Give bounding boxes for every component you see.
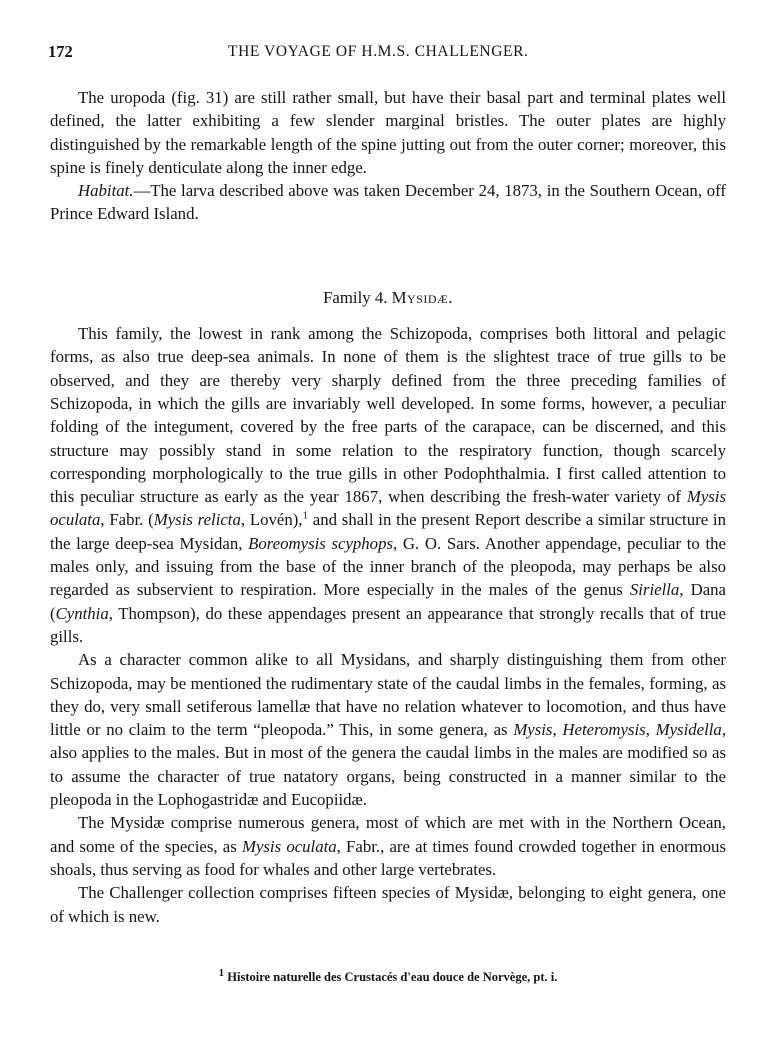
text-run: This family, the lowest in rank among the Schizopoda, comprises both littoral and pelagic forms, as also true deep-sea animals. In none of them is the slightest trace of true gills to be observed, and they are thereby very sharply defined from the three preceding families of Schizopoda, in which the gills are invariably well developed. In some forms, however, a peculiar folding of the integument, covered by the free parts of the carapace, can be discerned, and this structure may possibly stand in some relation to the respiratory function, though scarcely corresponding morphologically to the true gills in other Podophthalmia. I first called attention to this peculiar structure as early as the year 1867, when describing the fresh-water variety of bbox=[50, 324, 726, 507]
footnote-mark: 1 bbox=[218, 966, 225, 979]
taxon-name: Mysis oculata bbox=[50, 487, 726, 530]
text-run: and shall in the present Report describe a similar structure in the large deep-sea Mysidan, bbox=[50, 510, 726, 553]
taxon-name: Heteromysis bbox=[562, 720, 646, 740]
paragraph-habitat bbox=[50, 179, 726, 226]
footnote-text: Histoire naturelle des Crustacés d'eau douce de Norvège, pt. i. bbox=[224, 970, 558, 984]
taxon-name: Mysis bbox=[513, 720, 553, 740]
habitat-dash: — bbox=[133, 181, 151, 201]
page-number: 172 bbox=[48, 42, 73, 61]
taxon-name: Cynthia bbox=[55, 603, 109, 623]
heading-prefix: Family 4. bbox=[323, 287, 388, 307]
paragraph-character bbox=[50, 648, 726, 811]
text-run: As a character common alike to all Mysidans, and sharply distinguishing them from other Schizopoda, may be mentioned the rudimentary state of the caudal limbs in the females, forming, as they do, very small setiferous lamellæ that have no relation whatever to locomotion, and thus have little or no claim to the term “pleopoda.” This, in some genera, as bbox=[50, 650, 726, 740]
text-run: , bbox=[552, 720, 563, 740]
text-run: , Fabr., are at times found crowded together in enormous shoals, thus serving as food for whales and other large vertebrates. bbox=[50, 836, 726, 879]
taxon-name: Mysis oculata bbox=[241, 836, 337, 856]
taxon-name: Boreomysis scyphops bbox=[248, 533, 393, 553]
habitat-label: Habitat. bbox=[78, 181, 134, 201]
text-run: The Mysidæ comprise numerous genera, most of which are met with in the Northern Ocean, and some of the species, as bbox=[50, 813, 726, 856]
text-run: , also applies to the males. But in most of the genera the caudal limbs in the males are modified so as to assume the character of true natatory organs, being constructed in a manner similar to the pleopoda in the Lophogastridæ and Eucopiidæ. bbox=[50, 720, 727, 810]
footnote bbox=[50, 966, 726, 985]
text-run: , Fabr. ( bbox=[100, 510, 154, 530]
heading-family-name: Mysidæ. bbox=[391, 287, 453, 307]
section-heading bbox=[50, 286, 726, 309]
taxon-name: Siriella bbox=[629, 580, 680, 600]
paragraph-uropoda bbox=[50, 86, 726, 179]
running-title: THE VOYAGE OF H.M.S. CHALLENGER. bbox=[228, 43, 529, 60]
text-run: , bbox=[645, 720, 656, 740]
page-header bbox=[48, 42, 728, 66]
text-run: , Thompson), do these appendages present an appearance that strongly recalls that of true gills. bbox=[50, 603, 726, 646]
paragraph-genera bbox=[50, 811, 726, 881]
paragraph-text: The Challenger collection comprises fifteen species of Mysidæ, belonging to eight genera, one of which is new. bbox=[50, 883, 726, 926]
paragraph-family-description bbox=[50, 322, 726, 648]
text-run: , Dana ( bbox=[50, 580, 726, 623]
paragraph-text: The uropoda (fig. 31) are still rather small, but have their basal part and terminal plates well defined, the latter exhibiting a few slender marginal bristles. The outer plates are highly distinguished by the remarkable length of the spine jutting out from the outer corner; moreover, this spine is finely denticulate along the inner edge. bbox=[50, 88, 726, 177]
taxon-name: Mysis relicta bbox=[153, 510, 241, 530]
body-text bbox=[50, 86, 726, 928]
footnote-reference: 1 bbox=[302, 509, 308, 522]
habitat-text: The larva described above was taken December 24, 1873, in the Southern Ocean, off Prince Edward Island. bbox=[50, 181, 726, 224]
text-run: , Lovén), bbox=[240, 510, 303, 530]
paragraph-collection bbox=[50, 881, 726, 928]
text-run: , G. O. Sars. Another appendage, peculiar to the males only, and issuing from the base of the inner branch of the pleopoda, may perhaps be also regarded as subservient to respiration. More especially in the males of the genus bbox=[50, 533, 726, 600]
taxon-name: Mysidella bbox=[655, 720, 722, 740]
